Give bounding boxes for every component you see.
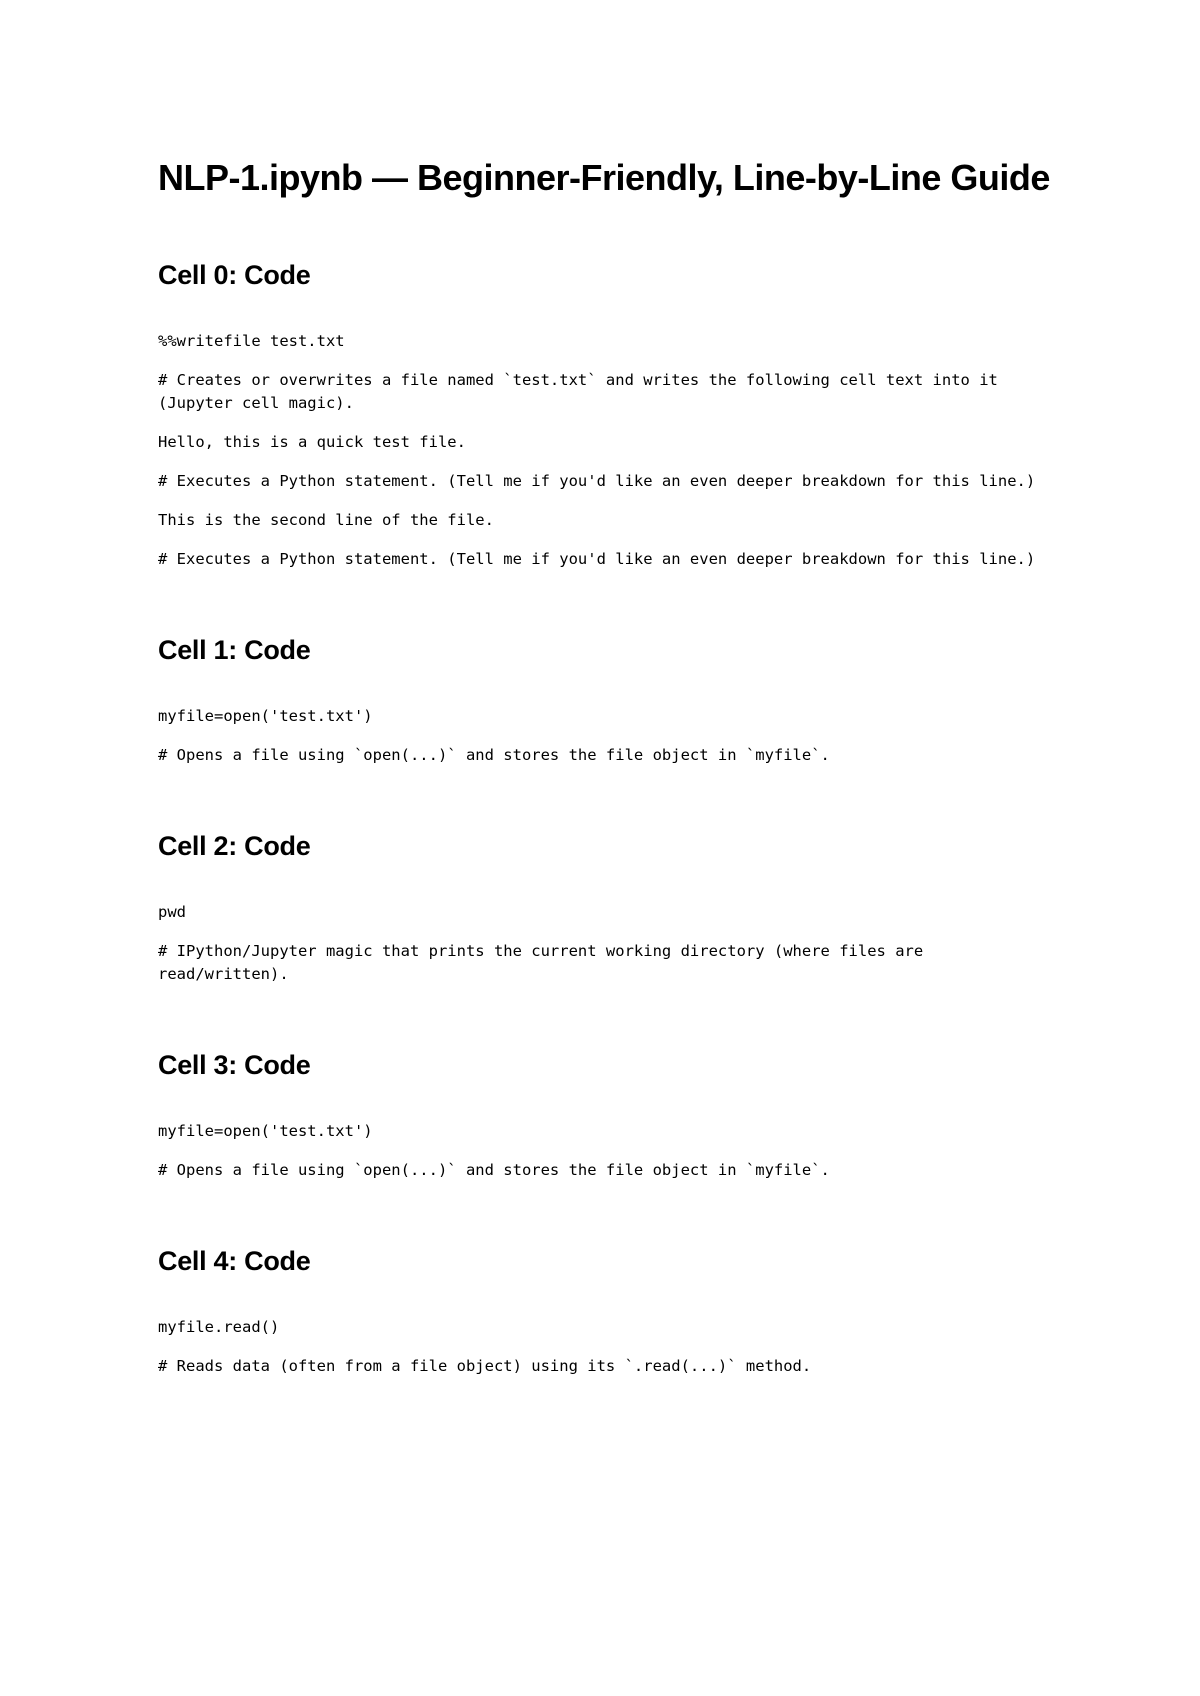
cell-heading: Cell 2: Code — [158, 831, 311, 861]
code-line: Hello, this is a quick test file. — [158, 433, 466, 451]
cell-1 — [158, 633, 1058, 767]
code-line: pwd — [158, 903, 186, 921]
code-line: myfile=open('test.txt') — [158, 707, 373, 725]
code-comment: # IPython/Jupyter magic that prints the current working directory (where files are read/written). — [158, 942, 933, 983]
cell-heading: Cell 4: Code — [158, 1246, 311, 1276]
code-comment: # Opens a file using `open(...)` and stores the file object in `myfile`. — [158, 746, 830, 764]
code-comment: # Reads data (often from a file object) using its `.read(...)` method. — [158, 1357, 812, 1375]
cell-heading: Cell 1: Code — [158, 635, 311, 665]
code-comment: # Executes a Python statement. (Tell me if you'd like an even deeper breakdown for this line.) — [158, 550, 1036, 568]
cell-heading: Cell 3: Code — [158, 1050, 311, 1080]
cell-2 — [158, 829, 1058, 986]
document-page — [158, 155, 1058, 1394]
code-comment: # Opens a file using `open(...)` and stores the file object in `myfile`. — [158, 1161, 830, 1179]
cell-4 — [158, 1244, 1058, 1378]
code-line: myfile=open('test.txt') — [158, 1122, 373, 1140]
cell-3 — [158, 1048, 1058, 1182]
cell-0 — [158, 258, 1058, 571]
code-comment: # Executes a Python statement. (Tell me if you'd like an even deeper breakdown for this line.) — [158, 472, 1036, 490]
cell-heading: Cell 0: Code — [158, 260, 311, 290]
code-comment: # Creates or overwrites a file named `test.txt` and writes the following cell text into it (Jupyter cell magic). — [158, 371, 1008, 412]
page-title: NLP-1.ipynb — Beginner-Friendly, Line-by-Line Guide — [158, 157, 1050, 198]
code-line: %%writefile test.txt — [158, 332, 345, 350]
code-line: myfile.read() — [158, 1318, 280, 1336]
code-line: This is the second line of the file. — [158, 511, 494, 529]
